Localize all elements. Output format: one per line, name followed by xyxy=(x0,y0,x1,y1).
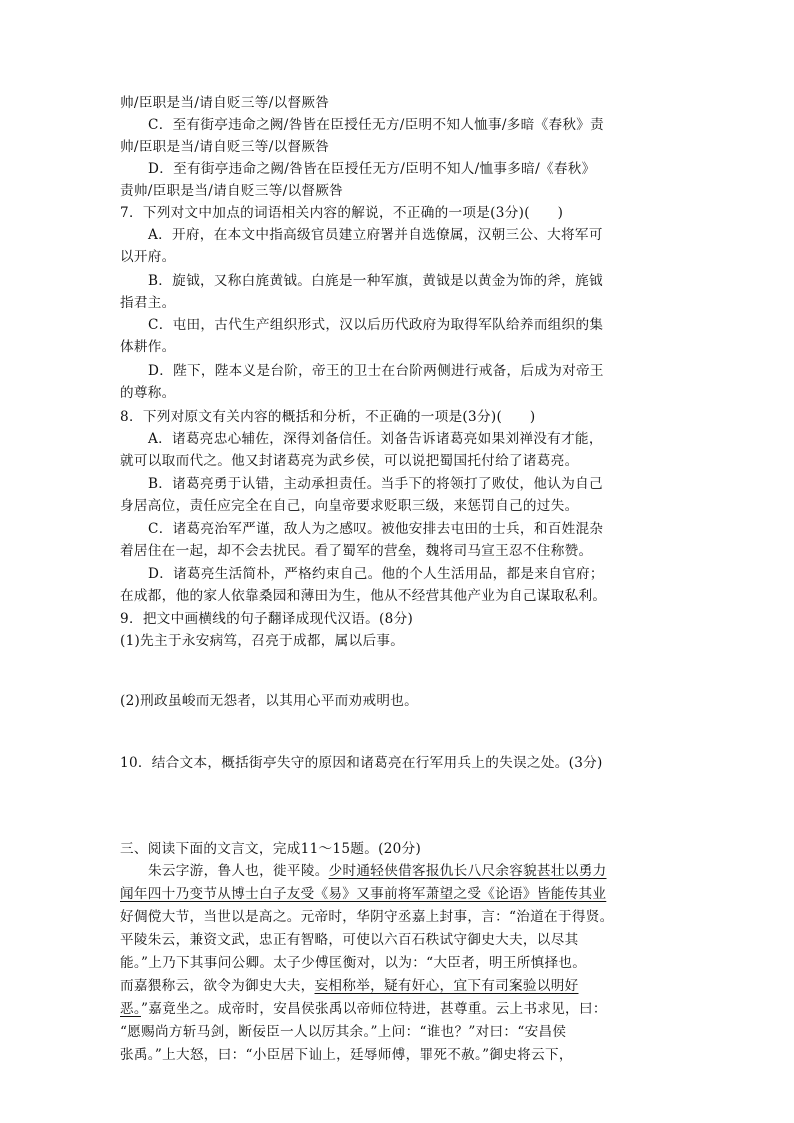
q7-option-c-line1: C．屯田，古代生产组织形式，汉以后历代政府为取得军队给养而组织的集 xyxy=(148,317,604,333)
q6-option-d-line1: D．至有街亭违命之阙/咎皆在臣授任无方/臣明不知人/恤事多暗/《春秋》 xyxy=(148,161,596,177)
q7-option-d-line2: 的尊称。 xyxy=(120,385,176,401)
passage-line-9: 张禹。”上大怒，曰：“小臣居下讪上，廷辱师傅，罪死不赦。”御史将云下， xyxy=(120,1047,573,1063)
passage-line-2: 闻年四十乃变节从博士白子友受《易》又事前将军萧望之受《论语》皆能传其业 xyxy=(120,886,607,902)
q7-stem: 7．下列对文中加点的词语相关内容的解说，不正确的一项是(3分)( ) xyxy=(120,205,564,221)
q9-sentence-2: (2)刑政虽峻而无怨者，以其用心平而劝戒明也。 xyxy=(120,693,419,709)
passage-line-6 xyxy=(120,975,680,997)
q6-option-d-line2: 责帅/臣职是当/请自贬三等/以督厥咎 xyxy=(120,183,344,199)
q8-option-c-line2: 着居住在一起，却不会去扰民。看了蜀军的营垒，魏将司马宣王忍不住称赞。 xyxy=(120,543,593,559)
q9-stem: 9．把文中画横线的句子翻译成现代汉语。(8分) xyxy=(120,611,414,627)
q8-option-a-line1: A．诸葛亮忠心辅佐，深得刘备信任。刘备告诉诸葛亮如果刘禅没有才能， xyxy=(148,431,603,447)
q7-option-a-line1: A．开府，在本文中指高级官员建立府署并自选僚属，汉朝三公、大将军可 xyxy=(148,227,603,243)
q8-stem: 8．下列对原文有关内容的概括和分析，不正确的一项是(3分)( ) xyxy=(120,409,536,425)
passage-text: 而嘉猥称云，欲令为御史大夫， xyxy=(120,978,315,994)
passage-line-4: 平陵朱云，兼资文武，忠正有智略，可使以六百石秩试守御史大夫，以尽其 xyxy=(120,932,579,948)
q9-sentence-1: (1)先主于永安病笃，召亮于成都，属以后事。 xyxy=(120,633,405,649)
underlined-sentence: 恶。 xyxy=(120,1001,141,1017)
q10-stem: 10．结合文本，概括街亭失守的原因和诸葛亮在行军用兵上的失误之处。(3分) xyxy=(120,755,603,771)
passage-text: ”嘉竟坐之。成帝时，安昌侯张禹以帝师位特进，甚尊重。云上书求见，曰： xyxy=(141,1001,607,1017)
q7-option-b-line2: 指君主。 xyxy=(120,295,176,311)
q7-option-c-line2: 体耕作。 xyxy=(120,339,176,355)
q6-option-b-tail: 帅/臣职是当/请自贬三等/以督厥咎 xyxy=(120,95,330,111)
q6-option-c-line1: C．至有街亭违命之阙/咎皆在臣授任无方/臣明不知人恤事/多暗《春秋》责 xyxy=(148,117,605,133)
passage-line-5: 能。”上乃下其事问公卿。太子少傅匡衡对，以为：“大臣者，明王所慎择也。 xyxy=(120,955,587,971)
q6-option-c-line2: 帅/臣职是当/请自贬三等/以督厥咎 xyxy=(120,139,330,155)
q8-option-b-line1: B．诸葛亮勇于认错，主动承担责任。当手下的将领打了败仗，他认为自己 xyxy=(148,476,603,492)
q7-option-b-line1: B．旋钺，又称白旄黄钺。白旄是一种军旗，黄钺是以黄金为饰的斧，旄钺 xyxy=(148,273,603,289)
passage-line-1 xyxy=(148,860,680,882)
q8-option-c-line1: C．诸葛亮治军严谨，敌人为之感叹。被他安排去屯田的士兵，和百姓混杂 xyxy=(148,521,604,537)
passage-line-7 xyxy=(120,998,680,1020)
q8-option-a-line2: 就可以取而代之。他又封诸葛亮为武乡侯，可以说把蜀国托付给了诸葛亮。 xyxy=(120,453,579,469)
q7-option-d-line1: D．陛下，陛本义是台阶，帝王的卫士在台阶两侧进行戒备，后成为对帝王 xyxy=(148,363,604,379)
passage-text: 朱云字游，鲁人也，徙平陵。 xyxy=(148,863,329,879)
q7-option-a-line2: 以开府。 xyxy=(120,249,176,265)
q8-option-d-line2: 在成都，他的家人依靠桑园和薄田为生，他从不经营其他产业为自己谋取私利。 xyxy=(120,588,607,604)
q8-option-d-line1: D．诸葛亮生活简朴，严格约束自己。他的个人生活用品，都是来自官府； xyxy=(148,566,604,582)
underlined-sentence: 妄相称举，疑有奸心，宜下有司案验以明好 xyxy=(314,978,579,994)
section3-heading: 三、阅读下面的文言文，完成11～15题。(20分) xyxy=(120,841,422,857)
underlined-sentence: 少时通轻侠借客报仇长八尺余容貌甚壮以勇力 xyxy=(328,863,607,879)
passage-line-3: 好倜傥大节，当世以是高之。元帝时，华阴守丞嘉上封事，言：“治道在于得贤。 xyxy=(120,909,614,925)
passage-line-8: “愿赐尚方斩马剑，断佞臣一人以厉其余。”上问：“谁也？”对曰：“安昌侯 xyxy=(120,1024,567,1040)
q8-option-b-line2: 身居高位，责任应完全在自己，向皇帝要求贬职三级，来惩罚自己的过失。 xyxy=(120,498,579,514)
